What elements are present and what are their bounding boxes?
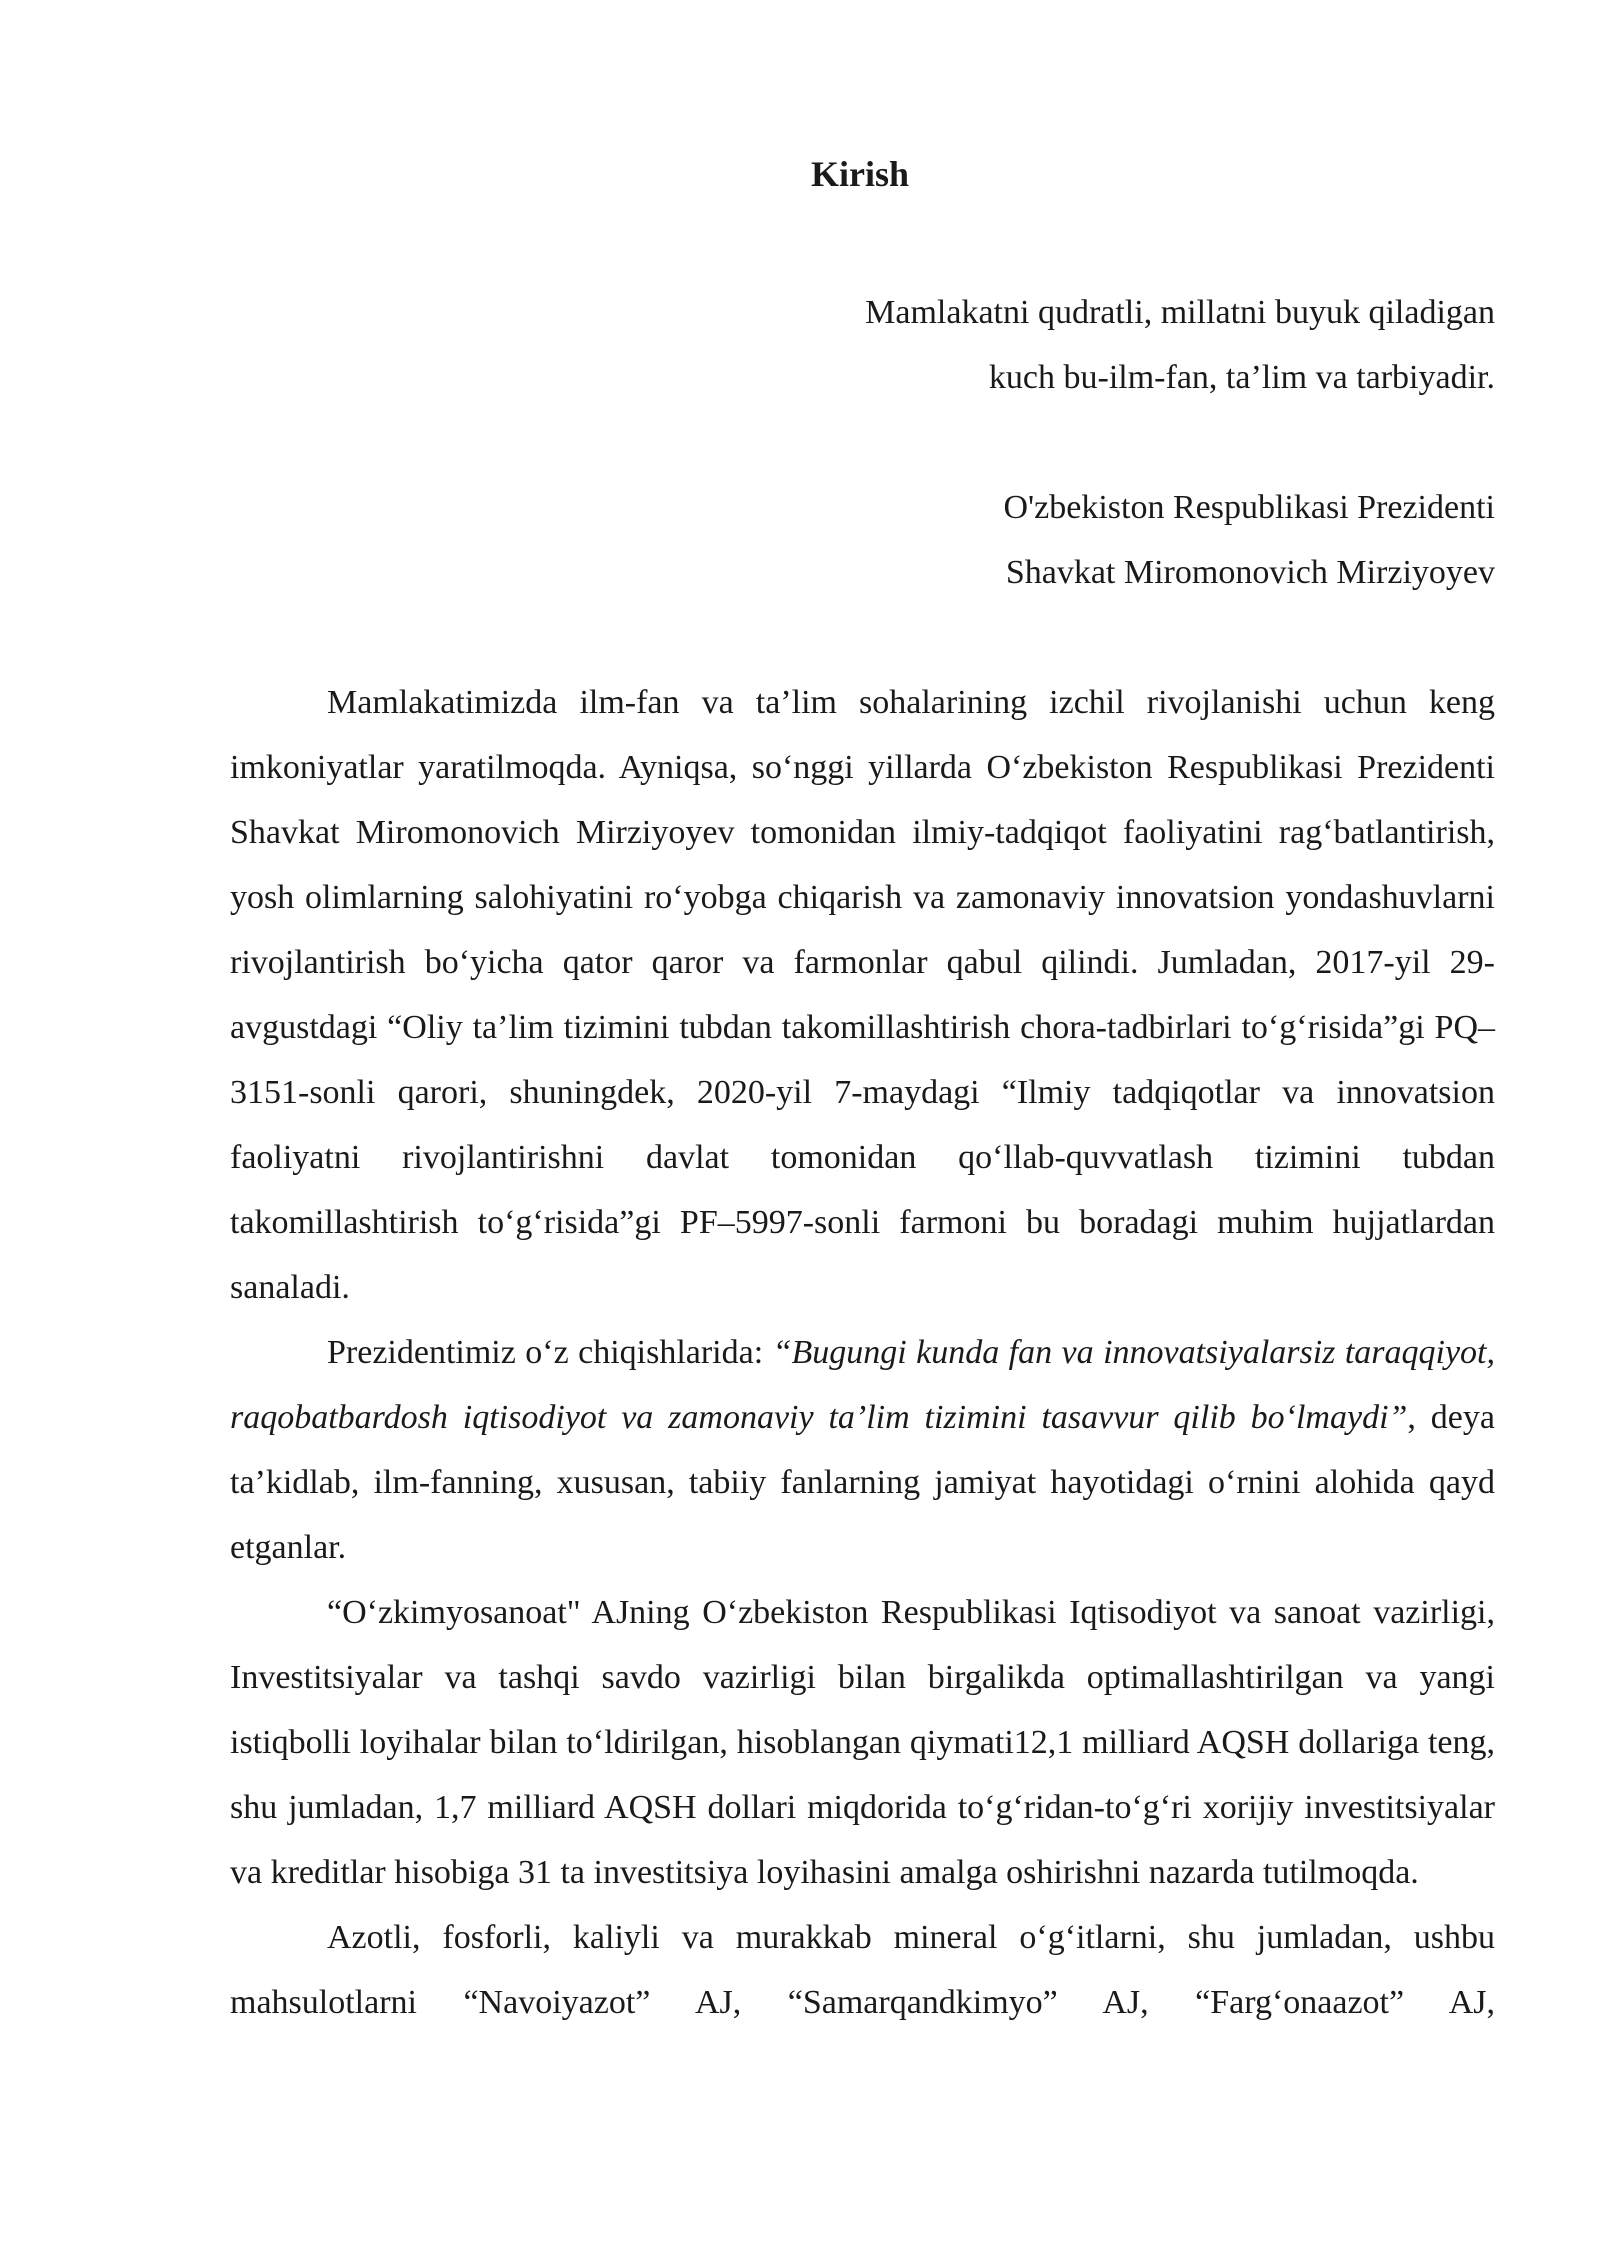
epigraph-attribution: [1004, 475, 1496, 605]
president-quote: “Bugungi kunda fan va innovatsiyalarsiz taraqqiyot, raqobatbardosh iqtisodiyot va zamonaviy ta’lim tizimini tasavvur qilib bo‘lmaydi”: [230, 1334, 1495, 1436]
attribution-line-2: Shavkat Miromonovich Mirziyoyev: [1005, 554, 1495, 591]
epigraph-quote: [865, 280, 1495, 410]
epigraph-line-1: Mamlakatni qudratli, millatni buyuk qiladigan: [865, 294, 1495, 331]
paragraph-4: Azotli, fosforli, kaliyli va murakkab mineral o‘g‘itlarni, shu jumladan, ushbu mahsulotlarni “Navoiyazot” AJ, “Samarqandkimyo” AJ, “Farg‘onaazot” AJ,: [230, 1919, 1495, 2021]
body-text: [230, 670, 1495, 2035]
paragraph-2: [230, 1320, 1495, 1580]
paragraph-2-rest: , deya ta’kidlab, ilm-fanning, xususan, tabiiy fanlarning jamiyat hayotidagi o‘rnini alohida qayd etganlar.: [230, 1399, 1495, 1566]
epigraph-line-2: kuch bu-ilm-fan, ta’lim va tarbiyadir.: [988, 359, 1495, 396]
paragraph-1: Mamlakatimizda ilm-fan va ta’lim sohalarining izchil rivojlanishi uchun keng imkoniyatlar yaratilmoqda. Ayniqsa, so‘nggi yillarda O‘zbekiston Respublikasi Prezidenti Shavkat Miromonovich Mirziyoyev tomonidan ilmiy-tadqiqot faoliyatini rag‘batlantirish, yosh olimlarning salohiyatini ro‘yobga chiqarish va zamonaviy innovatsion yondashuvlarni rivojlantirish bo‘yicha qator qaror va farmonlar qabul qilindi. Jumladan, 2017-yil 29-avgustdagi “Oliy ta’lim tizimini tubdan takomillashtirish chora-tadbirlari to‘g‘risida”gi PQ–3151-sonli qarori, shuningdek, 2020-yil 7-maydagi “Ilmiy tadqiqotlar va innovatsion faoliyatni rivojlantirishni davlat tomonidan qo‘llab-quvvatlash tizimini tubdan takomillashtirish to‘g‘risida”gi PF–5997-sonli farmoni bu boradagi muhim hujjatlardan sanaladi.: [230, 684, 1495, 1306]
page-title: Kirish: [810, 154, 909, 194]
paragraph-3: “O‘zkimyosanoat" AJning O‘zbekiston Respublikasi Iqtisodiyot va sanoat vazirligi, Investitsiyalar va tashqi savdo vazirligi bilan birgalikda optimallashtirilgan va yangi istiqbolli loyihalar bilan to‘ldirilgan, hisoblangan qiymati12,1 milliard AQSH dollariga teng, shu jumladan, 1,7 milliard AQSH dollari miqdorida to‘g‘ridan-to‘g‘ri xorijiy investitsiyalar va kreditlar hisobiga 31 ta investitsiya loyihasini amalga oshirishni nazarda tutilmoqda.: [230, 1594, 1495, 1891]
paragraph-2-intro: Prezidentimiz o‘z chiqishlarida:: [327, 1334, 773, 1371]
attribution-line-1: O'zbekiston Respublikasi Prezidenti: [1003, 489, 1495, 526]
